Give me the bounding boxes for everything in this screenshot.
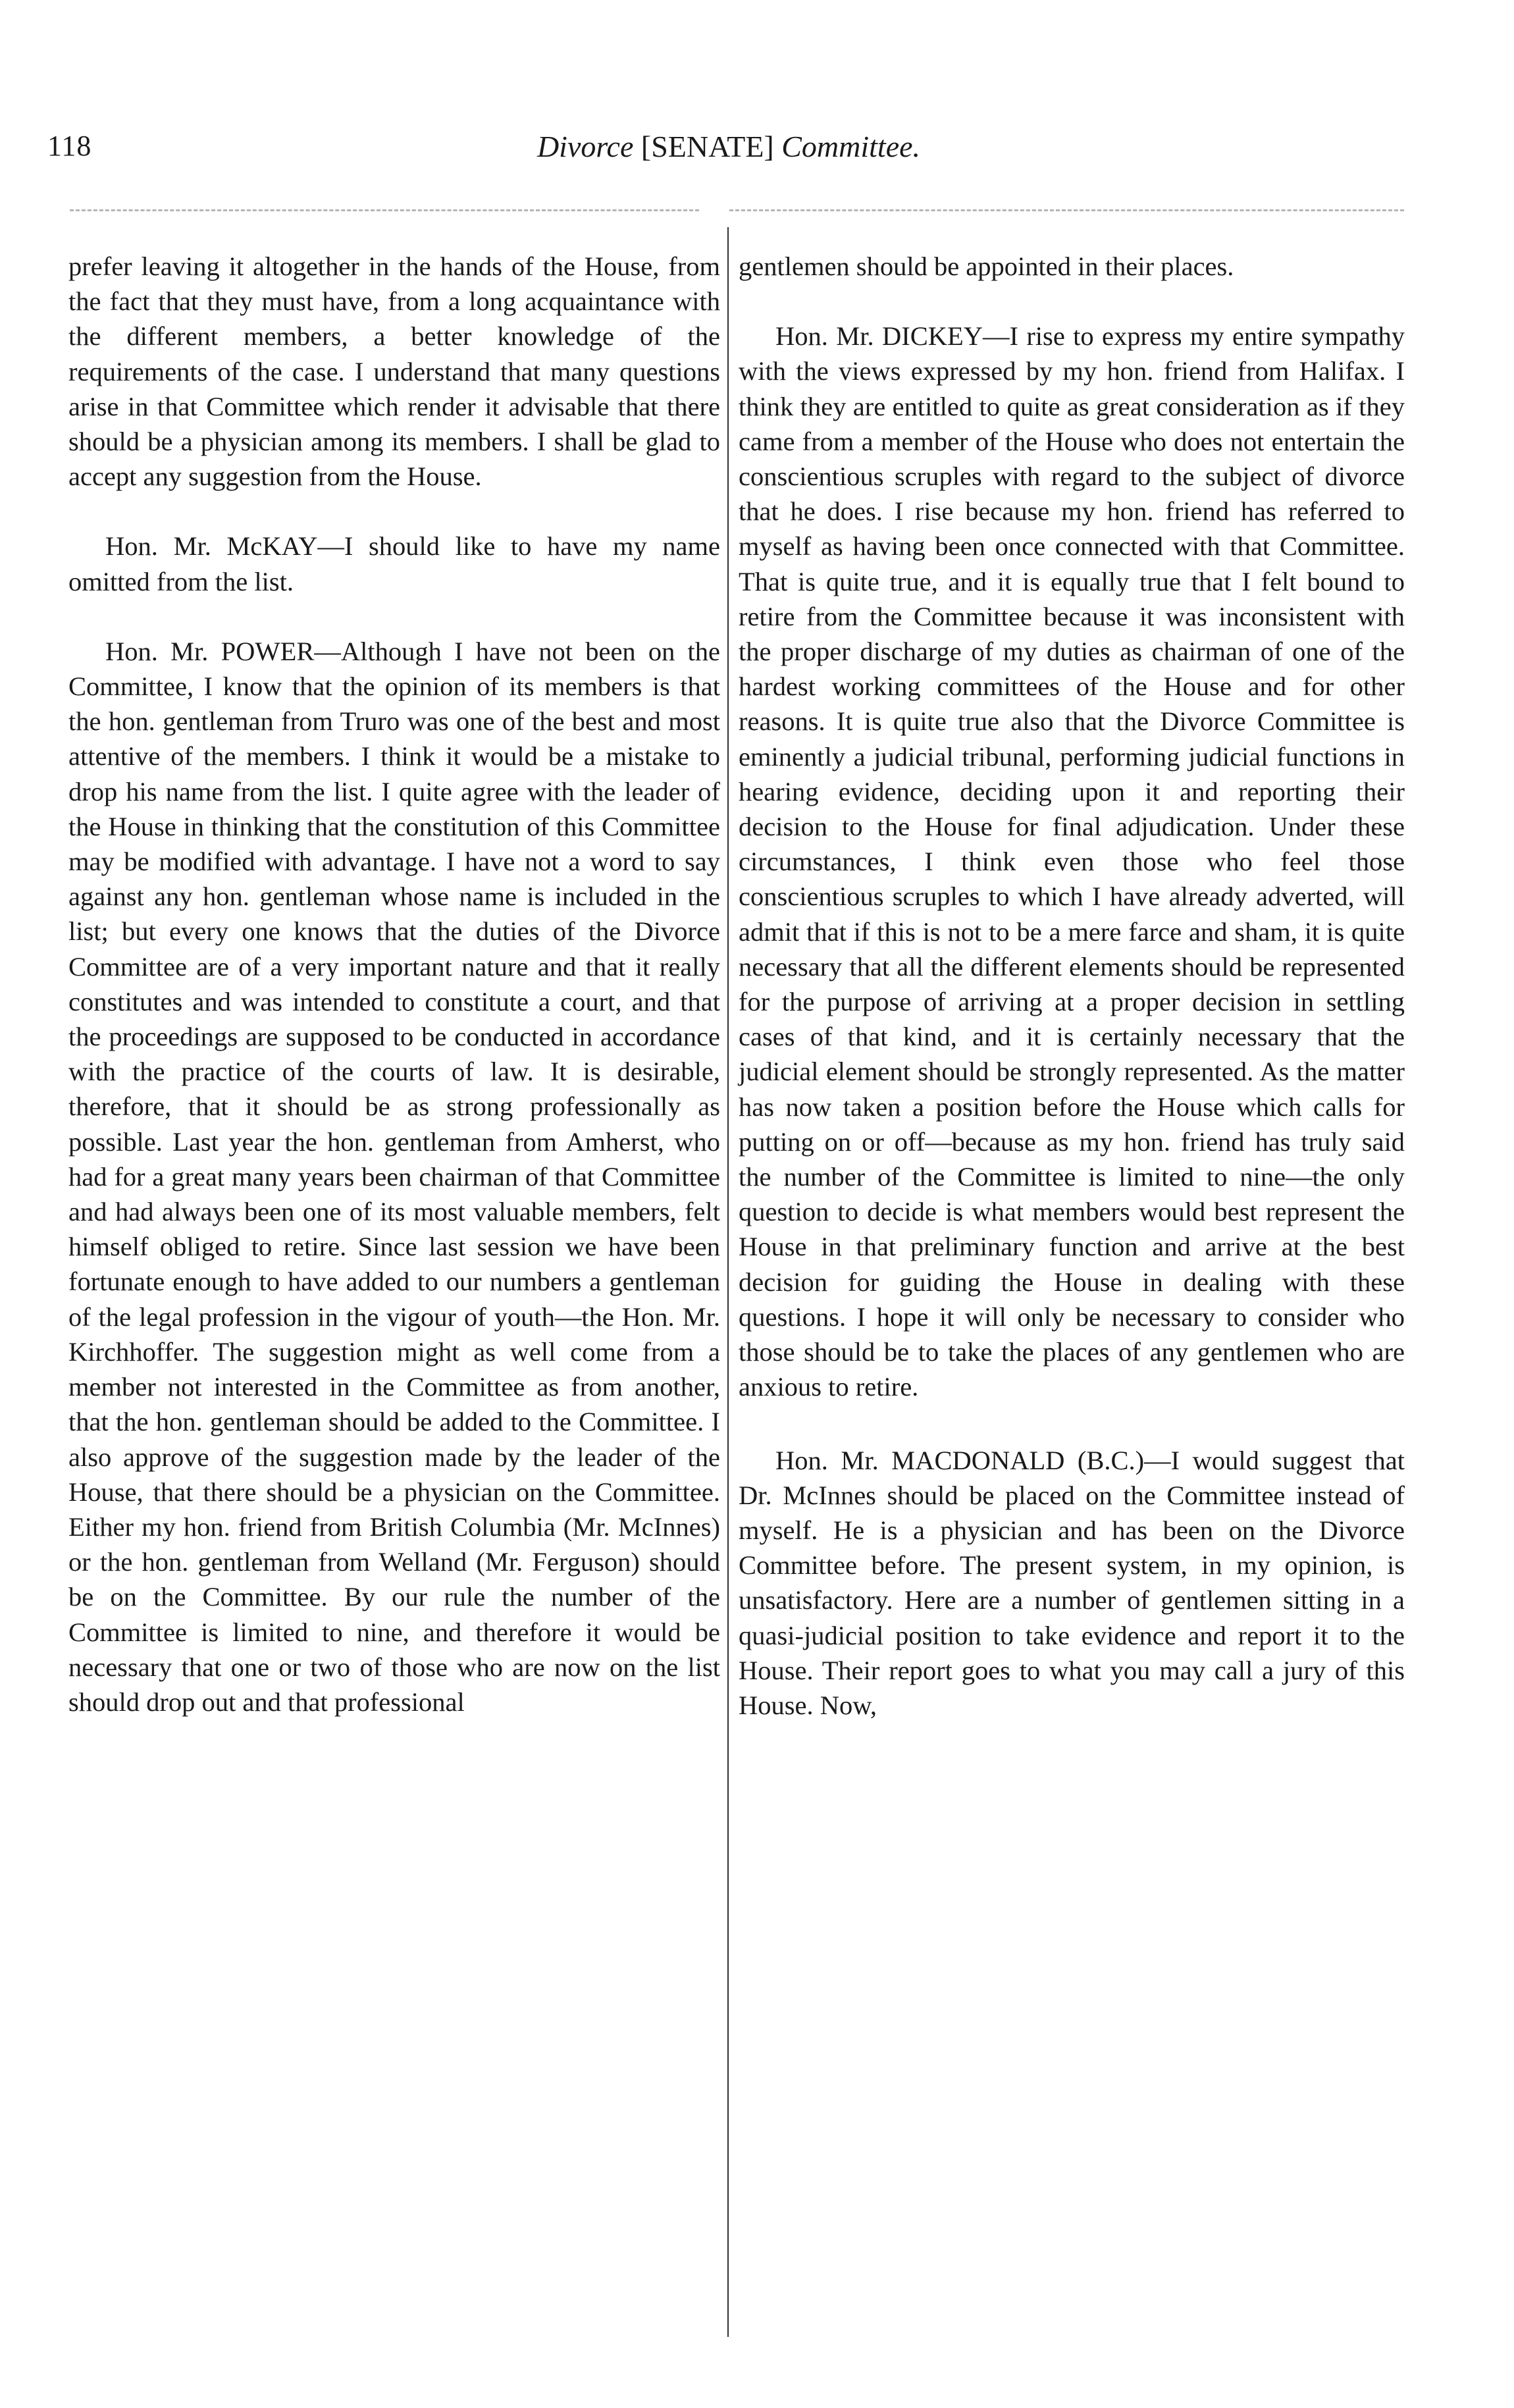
running-head-committee: Committee.	[781, 130, 921, 163]
right-paragraph-1: gentlemen should be appointed in their places.	[739, 251, 1234, 281]
left-paragraph-mckay: Hon. Mr. McKAY—I should like to have my name omitted from the list.	[68, 531, 720, 596]
right-column	[739, 249, 1405, 1723]
page-header	[47, 129, 1410, 175]
running-head-senate: [SENATE]	[640, 130, 774, 163]
page-number: 118	[47, 130, 92, 162]
header-rule-left	[70, 209, 699, 211]
running-head-divorce: Divorce	[536, 130, 634, 163]
left-column	[68, 249, 720, 1719]
running-head	[47, 129, 1410, 164]
header-rule-right	[729, 209, 1404, 211]
left-paragraph-1: prefer leaving it altogether in the hands of the House, from the fact that they must have, from a long acquaintance with the different members, a better knowledge of the requirements of the case. I understand that many questions arise in that Committee which render it advisable that there should be a physician among its members. I shall be glad to accept any suggestion from the House.	[68, 251, 720, 492]
right-paragraph-macdonald: Hon. Mr. MACDONALD (B.C.)—I would suggest that Dr. McInnes should be placed on the Committee instead of myself. He is a physician and has been on the Divorce Committee before. The present system, in my opinion, is unsatisfactory. Here are a number of gentlemen sitting in a quasi-judicial position to take evidence and report it to the House. Their report goes to what you may call a jury of this House. Now,	[739, 1445, 1405, 1720]
right-paragraph-dickey: Hon. Mr. DICKEY—I rise to express my entire sympathy with the views expressed by my hon. friend from Halifax. I think they are entitled to quite as great consideration as if they came from a member of the House who does not entertain the conscientious scruples with regard to the subject of divorce that he does. I rise because my hon. friend has referred to myself as having been once connected with that Committee. That is quite true, and it is equally true that I felt bound to retire from the Committee because it was inconsistent with the proper discharge of my duties as chairman of one of the hardest working committees of the House and for other reasons. It is quite true also that the Divorce Committee is eminently a judicial tribunal, performing judicial functions in hearing evidence, deciding upon it and reporting their decision to the House for final adjudication. Under these circumstances, I think even those who feel those conscientious scruples to which I have already adverted, will admit that if this is not to be a mere farce and sham, it is quite necessary that all the different elements should be represented for the purpose of arriving at a proper decision in settling cases of that kind, and it is certainly necessary that the judicial element should be strongly represented. As the matter has now taken a position before the House which calls for putting on or off—because as my hon. friend has truly said the number of the Committee is limited to nine—the only question to decide is what members would best represent the House in that preliminary function and arrive at the best decision for guiding the House in dealing with these questions. I hope it will only be necessary to consider who those should be to take the places of any gentlemen who are anxious to retire.	[739, 321, 1405, 1402]
left-paragraph-power: Hon. Mr. POWER—Although I have not been on the Committee, I know that the opinion of its members is that the hon. gentleman from Truro was one of the best and most attentive of the members. I think it would be a mistake to drop his name from the list. I quite agree with the leader of the House in thinking that the constitution of this Committee may be modified with advantage. I have not a word to say against any hon. gentleman whose name is included in the list; but every one knows that the duties of the Divorce Committee are of a very important nature and that it really constitutes and was intended to constitute a court, and that the proceedings are supposed to be conducted in accordance with the practice of the courts of law. It is desirable, therefore, that it should be as strong professionally as possible. Last year the hon. gentleman from Amherst, who had for a great many years been chairman of that Committee and had always been one of its most valuable members, felt himself obliged to retire. Since last session we have been fortunate enough to have added to our numbers a gentleman of the legal profession in the vigour of youth—the Hon. Mr. Kirchhoffer. The suggestion might as well come from a member not interested in the Committee as from another, that the hon. gentleman should be added to the Committee. I also approve of the suggestion made by the leader of the House, that there should be a physician on the Committee. Either my hon. friend from British Columbia (Mr. McInnes) or the hon. gentleman from Welland (Mr. Ferguson) should be on the Committee. By our rule the number of the Committee is limited to nine, and therefore it would be necessary that one or two of those who are now on the list should drop out and that professional	[68, 636, 720, 1717]
column-divider	[727, 227, 729, 2337]
